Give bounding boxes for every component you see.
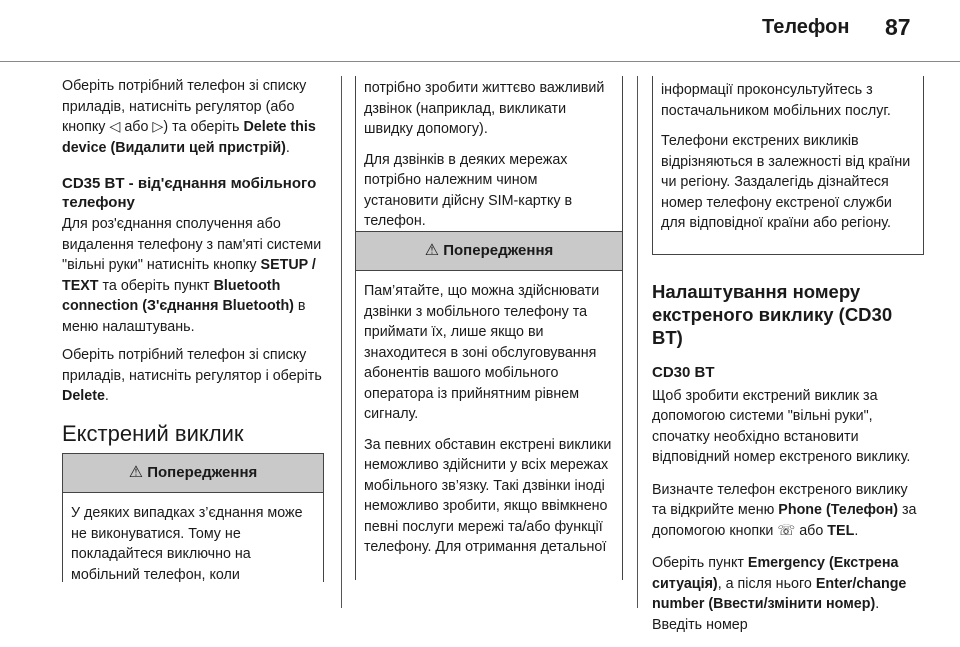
column-divider-1 <box>341 76 342 608</box>
warning-icon: ⚠ <box>128 464 144 481</box>
paragraph-open-phone-menu: Визначте телефон екстреного виклику та відкрийте меню Phone (Телефон) за допомогою кнопки ☏ або TEL. <box>652 481 917 539</box>
paragraph-delete-device: Оберіть потрібний телефон зі списку приладів, натисніть регулятор (або кнопку ◁ або ▷) та оберіть Delete this device (Видалити цей пристрій). <box>62 78 316 156</box>
paragraph-select-emergency: Оберіть пункт Emergency (Екстрена ситуація), а після нього Enter/change number (Ввести/змінити номер). Введіть номер <box>652 555 907 633</box>
column-1 <box>62 76 330 461</box>
paragraph-network-coverage: Пам’ятайте, що можна здійснювати дзвінки з мобільного телефону та приймати їх, лише якщо ви знаходитеся в зоні обслуговування абонентів вашого мобільного оператора із прийнятним рівнем сигналу. <box>364 283 600 422</box>
warning-header: ⚠ Попередження <box>63 454 323 493</box>
column-3 <box>652 268 920 647</box>
paragraph-select-delete: Оберіть потрібний телефон зі списку приладів, натисніть регулятор і оберіть Delete. <box>62 347 322 404</box>
page-number: 87 <box>885 14 911 40</box>
paragraph-consult-provider: інформації проконсультуйтесь з постачальником мобільних послуг. <box>661 82 891 119</box>
warning-box-2 <box>355 231 623 580</box>
warning-header: ⚠ Попередження <box>356 232 622 271</box>
warning-body: У деяких випадках з’єднання може не виконуватися. Тому не покладайтеся виключно на мобільний телефон, коли <box>71 505 303 583</box>
page-title: Телефон <box>762 16 850 38</box>
continued-box-top <box>355 76 623 233</box>
heading-emergency-setup: Налаштування номеру екстреного виклику (CD30 BT) <box>652 281 893 348</box>
continued-box-3 <box>652 76 924 255</box>
paragraph-emergency-limits: За певних обставин екстрені виклики неможливо здійснити у всіх мережах мобільного зв’язку. Такі дзвінки іноді неможливо зробити, якщо ввімкнено певні послуги мережі та/або функції телефону. Для отримання детальної <box>364 436 612 555</box>
page-header <box>0 0 960 62</box>
paragraph-disconnect: Для роз'єднання сполучення або видалення телефону з пам'яті системи "вільні руки" натисніть кнопку SETUP / TEXT та оберіть пункт Bluetooth connection (З'єднання Bluetooth) в меню налаштувань. <box>62 216 322 335</box>
paragraph-setup-intro: Щоб зробити екстрений виклик за допомогою системи "вільні руки", спочатку необхідно встановити відповідний номер екстреного виклику. <box>652 387 911 465</box>
heading-emergency-call: Екстрений виклик <box>62 420 244 446</box>
warning-box-1 <box>62 453 324 582</box>
heading-cd30: CD30 BT <box>652 364 715 381</box>
warning-icon: ⚠ <box>424 242 440 259</box>
heading-cd35-disconnect: CD35 BT - від'єднання мобільного телефону <box>62 175 317 211</box>
paragraph-sim-card: Для дзвінків в деяких мережах потрібно належним чином установити дійсну SIM-картку в телефон. <box>364 151 573 229</box>
paragraph-emergency-numbers: Телефони екстрених викликів відрізняються в залежності від країни чи регіону. Заздалегідь дізнайтеся номер телефону екстреної служби для відповідної країни або регіону. <box>661 133 911 231</box>
header-divider <box>0 61 960 62</box>
paragraph-vital-call: потрібно зробити життєво важливий дзвінок (наприклад, викликати швидку допомогу). <box>364 80 605 137</box>
column-divider-2 <box>637 76 638 608</box>
